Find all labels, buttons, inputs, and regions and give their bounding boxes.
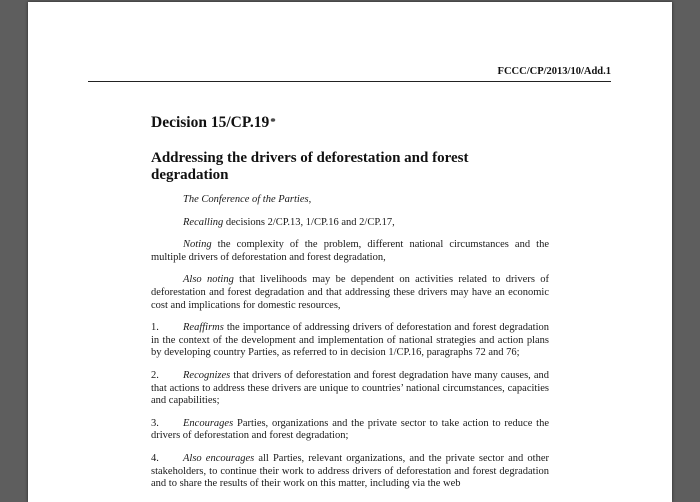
header-rule [88, 81, 611, 82]
decision-subject: Addressing the drivers of deforestation and forest degradation [151, 150, 469, 183]
paragraph-text: the complexity of the problem, different national circumstances and the multiple drivers of deforestation and forest degradation, [151, 239, 549, 263]
paragraph-2 [151, 370, 549, 408]
paragraph-also-noting [151, 274, 549, 312]
paragraph-lead: Recognizes [183, 369, 231, 381]
paragraph-4 [151, 453, 549, 491]
paragraph-text: that livelihoods may be dependent on activities related to drivers of deforestation and forest degradation and that addressing these drivers may have an economic cost and implications for domestic resources, [151, 274, 549, 311]
paragraph-lead: Encourages [183, 417, 234, 429]
paragraph-recalling [151, 217, 549, 230]
paragraph-lead: Reaffirms [183, 322, 224, 334]
paragraph-lead: The Conference of the Parties, [183, 194, 312, 205]
paragraph-lead: Also encourages [183, 452, 255, 464]
paragraph-preamble [151, 194, 549, 207]
paragraph-lead: Also noting [183, 274, 234, 286]
paragraph-3 [151, 418, 549, 443]
decision-title-text: Decision 15/CP.19 [151, 114, 270, 131]
paragraph-text: Parties, organizations and the private sector to take action to reduce the drivers of deforestation and forest degradation; [151, 417, 549, 442]
paragraph-text: all Parties, relevant organizations, and the private sector and other stakeholders, to continue their work to address drivers of deforestation and forest degradation and to share the results of their work on this matter, including via the web [151, 452, 549, 490]
decision-body [151, 194, 549, 501]
document-page [28, 2, 672, 502]
document-symbol: FCCC/CP/2013/10/Add.1 [497, 66, 611, 77]
paragraph-1 [151, 322, 549, 360]
paragraph-number: 2. [151, 369, 159, 381]
paragraph-text: that drivers of deforestation and forest degradation have many causes, and that actions to address these drivers are unique to countries’ national circumstances, capacities and capabilities; [151, 369, 549, 407]
paragraph-number: 3. [151, 417, 159, 429]
paragraph-lead: Noting [183, 239, 212, 251]
paragraph-text: decisions 2/CP.13, 1/CP.16 and 2/CP.17, [223, 216, 395, 228]
paragraph-text: the importance of addressing drivers of deforestation and forest degradation in the context of the development and implementation of national strategies and action plans by developing country Parties, as referred to in decision 1/CP.16, paragraphs 72 and 76; [151, 322, 549, 359]
paragraph-number: 4. [151, 452, 159, 464]
decision-footnote-marker: * [270, 116, 276, 128]
paragraph-number: 1. [151, 322, 159, 334]
decision-title [151, 114, 276, 132]
paragraph-noting [151, 239, 549, 264]
paragraph-lead: Recalling [183, 216, 224, 228]
